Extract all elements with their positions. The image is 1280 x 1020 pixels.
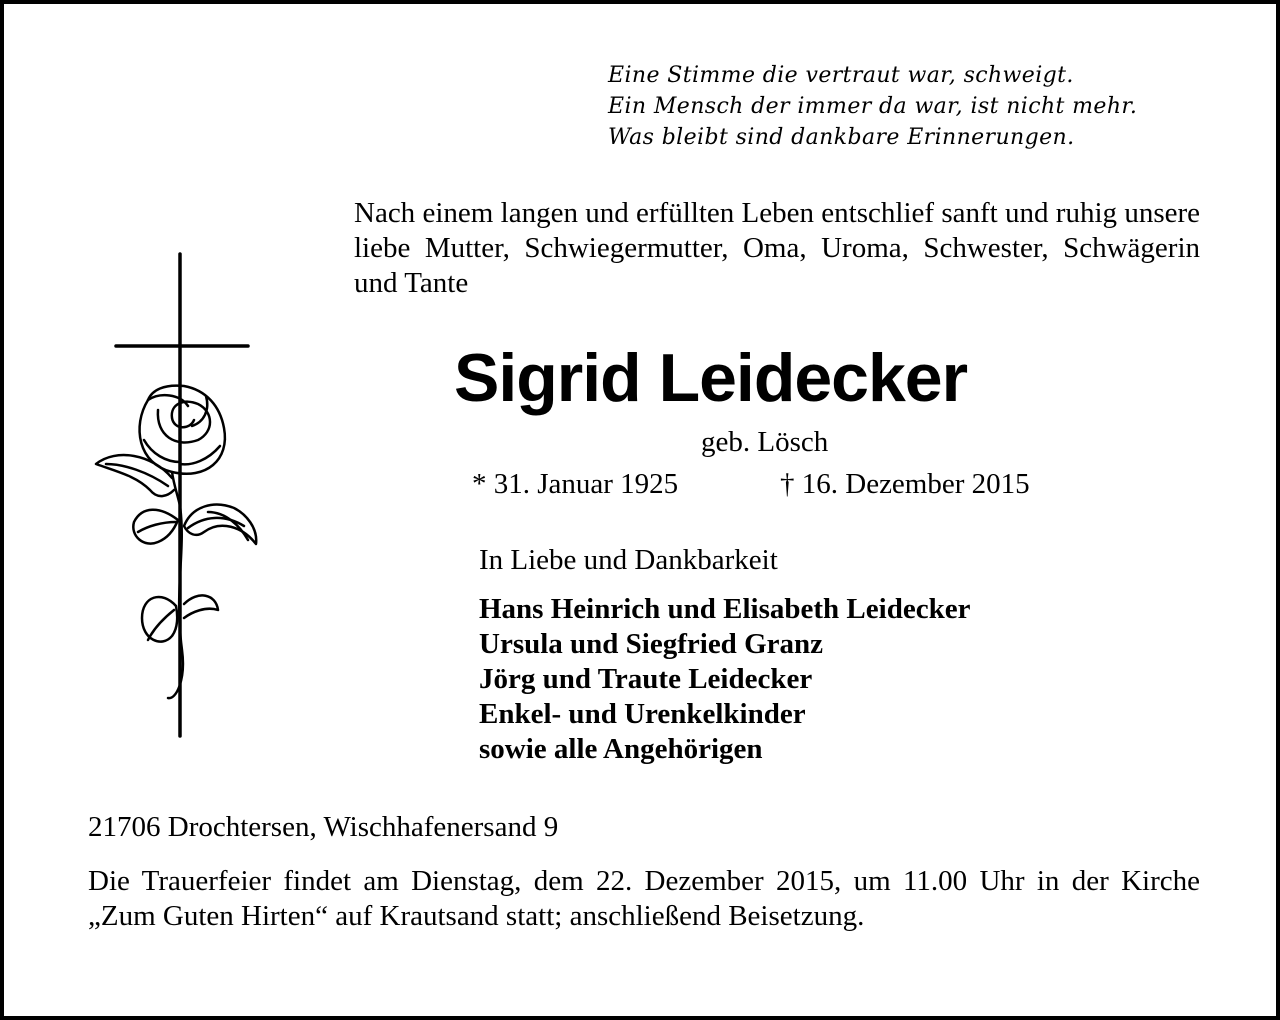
memorial-poem — [608, 60, 1248, 153]
death-date: † 16. Dezember 2015 — [780, 468, 1030, 500]
mourner-entry: Jörg und Traute Leidecker — [479, 663, 813, 695]
mourner-entry: sowie alle Angehörigen — [479, 733, 763, 765]
poem-line: Eine Stimme die vertraut war, schweigt. — [608, 63, 1074, 88]
mourner-entry: Enkel- und Urenkelkinder — [479, 698, 806, 730]
mourner-entry: Hans Heinrich und Elisabeth Leidecker — [479, 593, 971, 625]
intro-text: Nach einem langen und erfüllten Leben entschlief sanft und ruhig unsere liebe Mutter, Schwiegermutter, Oma, Uroma, Schwester, Schwägerin und Tante — [354, 197, 1200, 299]
birth-name: geb. Lösch — [701, 426, 829, 458]
funeral-details: Die Trauerfeier findet am Dienstag, dem 22. Dezember 2015, um 11.00 Uhr in der Kirche „Zum Guten Hirten“ auf Krautsand statt; anschließend Beisetzung. — [88, 865, 1200, 932]
deceased-name: Sigrid Leidecker — [454, 340, 968, 416]
thanks-line: In Liebe und Dankbarkeit — [479, 544, 778, 576]
cross-with-rose-icon — [88, 250, 264, 740]
mourners-list — [479, 592, 970, 767]
mourner-entry: Ursula und Siegfried Granz — [479, 628, 823, 660]
family-address: 21706 Drochtersen, Wischhafenersand 9 — [88, 811, 559, 843]
poem-line: Was bleibt sind dankbare Erinnerungen. — [608, 125, 1075, 150]
birth-date: * 31. Januar 1925 — [472, 468, 679, 500]
poem-line: Ein Mensch der immer da war, ist nicht mehr. — [608, 94, 1138, 119]
